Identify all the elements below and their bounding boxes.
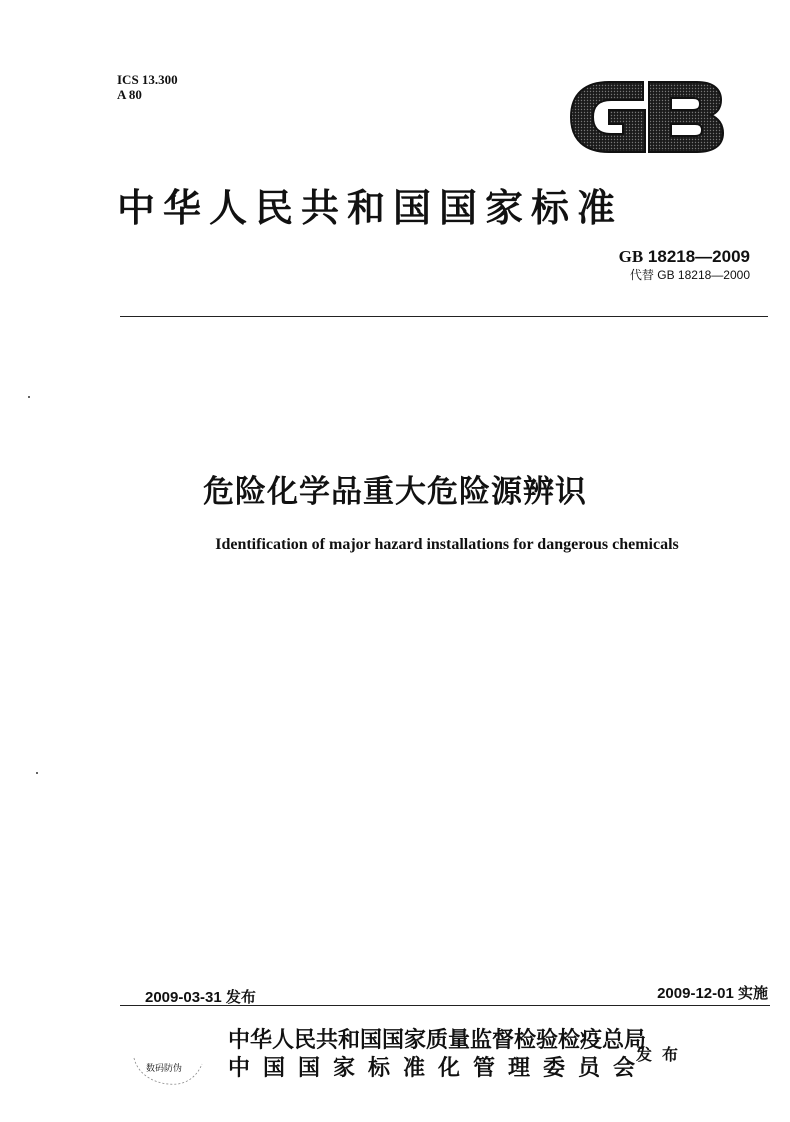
standard-number xyxy=(619,247,750,267)
replaces-note: 代替 GB 18218—2000 xyxy=(629,268,750,282)
document-title-chinese: 危险化学品重大危险源辨识 xyxy=(203,474,587,510)
issuer-line-1: 中华人民共和国国家质量监督检验检疫总局 xyxy=(228,1027,647,1053)
header-divider xyxy=(120,316,768,317)
scan-speck xyxy=(28,396,30,398)
standard-prefix: GB xyxy=(618,247,644,266)
document-title-english: Identification of major hazard installations for dangerous chemicals xyxy=(215,536,679,553)
stamp-text: 数码防伪 xyxy=(146,1064,183,1074)
publish-label: 发布 xyxy=(636,1045,689,1064)
standard-category-title: 中华人民共和国国家标准 xyxy=(117,185,624,230)
issue-date: 2009-03-31 发布 xyxy=(145,989,256,1006)
scan-speck xyxy=(36,772,38,774)
classification-codes xyxy=(117,72,178,102)
implementation-date: 2009-12-01 实施 xyxy=(657,985,768,1002)
ics-code: ICS 13.300 xyxy=(117,72,178,87)
standard-number-value: 18218—2009 xyxy=(647,247,750,266)
issuer-line-2: 中国国家标准化管理委员会 xyxy=(228,1055,649,1081)
issuing-authorities xyxy=(228,1026,648,1082)
gb-logo-icon xyxy=(565,78,725,156)
standard-number-block xyxy=(619,247,750,283)
footer-divider xyxy=(120,1005,770,1006)
ccs-code: A 80 xyxy=(117,87,142,102)
anti-counterfeit-stamp xyxy=(128,1046,208,1092)
